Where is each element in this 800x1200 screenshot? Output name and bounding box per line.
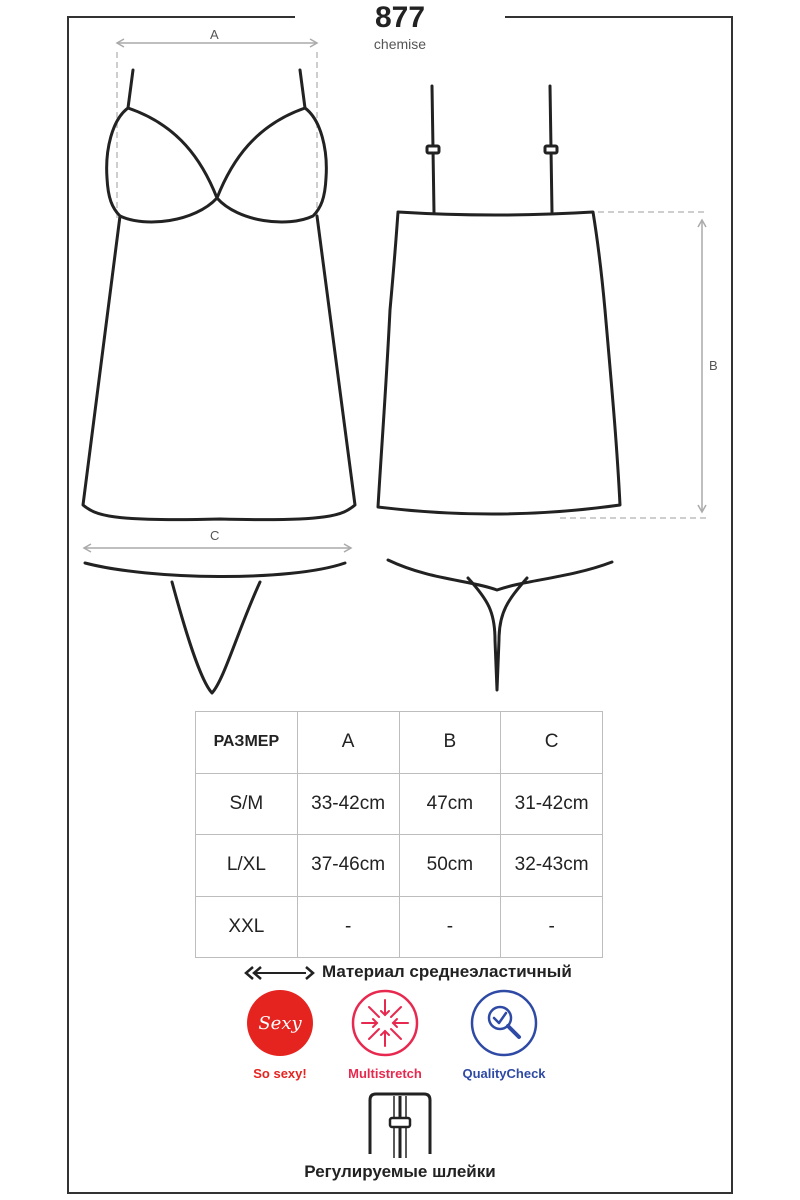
back-chemise-drawing [378,86,620,514]
value-cell: - [297,896,399,958]
multistretch-label: Multistretch [348,1066,422,1081]
strap-adjuster-icon [364,1088,436,1160]
material-note-text: Материал среднеэластичный [322,962,572,981]
header-b: B [399,712,501,774]
magnifier-check-icon [469,988,539,1058]
value-cell: 50cm [399,835,501,897]
product-type: chemise [373,36,427,52]
dimension-b-line [560,212,707,518]
multistretch-badge [335,988,435,1081]
double-arrow-icon [244,966,316,980]
table-row [196,896,603,958]
value-cell: 31-42cm [501,773,603,835]
model-number: 877 [374,1,426,34]
value-cell: 33-42cm [297,773,399,835]
dimension-c-line [84,544,351,552]
front-thong-drawing [85,563,345,693]
dimension-a-label: A [210,27,219,42]
size-cell: L/XL [196,835,298,897]
adjustable-straps-label: Регулируемые шлейки [304,1162,496,1181]
header-c: C [501,712,603,774]
value-cell: 47cm [399,773,501,835]
size-cell: S/M [196,773,298,835]
value-cell: - [399,896,501,958]
back-thong-drawing [388,560,612,690]
size-table-header-row [196,712,603,774]
table-row [196,773,603,835]
sexy-heart-icon [245,988,315,1058]
so-sexy-label: So sexy! [253,1066,307,1081]
quality-check-badge [454,988,554,1081]
product-title [330,0,470,52]
size-table [195,711,603,958]
header-size: РАЗМЕР [196,712,298,774]
dimension-c-label: C [210,528,220,543]
header-a: A [297,712,399,774]
adjustable-straps [300,1088,500,1182]
quality-check-label: QualityCheck [462,1066,546,1081]
so-sexy-badge [230,988,330,1081]
front-chemise-drawing [83,70,355,520]
value-cell: - [501,896,603,958]
value-cell: 32-43cm [501,835,603,897]
value-cell: 37-46cm [297,835,399,897]
table-row [196,835,603,897]
material-note [240,962,640,984]
dimension-b-label: B [709,358,718,373]
sexy-icon-text: Sexy [258,1013,302,1034]
multistretch-icon [350,988,420,1058]
size-cell: XXL [196,896,298,958]
dimension-a-line [117,39,317,218]
